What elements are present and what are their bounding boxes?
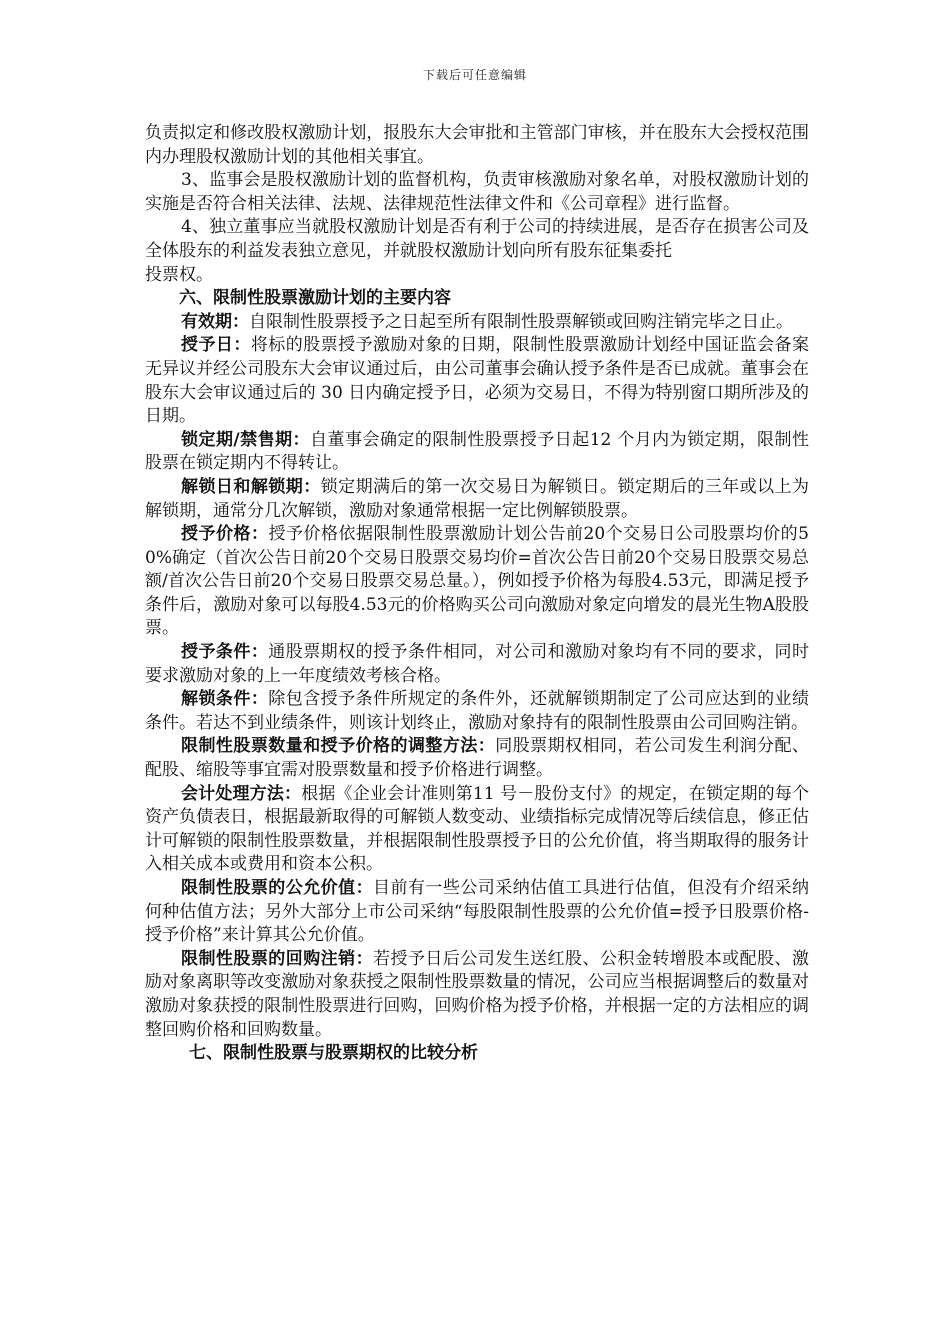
- item-text: 若授予日后公司发生送红股、公积金转增股本或配股、激励对象离职等改变激励对象获授之限制性股票数量的情况，公司应当根据调整后的数量对激励对象获授的限制性股票进行回购，回购价格为授予价格，并根据一定的方法相应的调整回购价格和回购数量。: [145, 948, 810, 1040]
- item-label: 限制性股票数量和授予价格的调整方法：: [181, 736, 496, 757]
- item-grant-date: [145, 334, 809, 428]
- item-validity-period: [145, 311, 809, 335]
- paragraph-board-duties: 负责拟定和修改股权激励计划，报股东大会审批和主管部门审核，并在股东大会授权范围内办理股权激励计划的其他相关事宜。: [145, 123, 809, 167]
- item-text: 通股票期权的授予条件相同，对公司和激励对象均有不同的要求，同时要求激励对象的上一年度绩效考核合格。: [145, 642, 810, 686]
- document-body: [145, 122, 809, 1066]
- item-label: 有效期：: [181, 311, 249, 332]
- item-grant-price: [145, 523, 809, 641]
- item-text: 自限制性股票授予之日起至所有限制性股票解锁或回购注销完毕之日止。: [249, 311, 793, 332]
- item-label: 解锁日和解锁期：: [181, 476, 321, 497]
- item-label: 授予价格：: [181, 524, 269, 545]
- item-text: 锁定期满后的第一次交易日为解锁日。锁定期后的三年或以上为解锁期，通常分几次解锁，激励对象通常根据一定比例解锁股票。: [145, 476, 810, 521]
- item-text: 自董事会确定的限制性股票授予日起12 个月内为锁定期，限制性股票在锁定期内不得转让。: [145, 429, 809, 474]
- item-text: 目前有一些公司采纳估值工具进行估值，但没有介绍采纳何种估值方法；另外大部分上市公司采纳“每股限制性股票的公允价值=授予日股票价格-授予价格”来计算其公允价值。: [145, 878, 810, 946]
- item-unlock-conditions: [145, 688, 809, 735]
- section-heading-7: 七、限制性股票与股票期权的比较分析: [189, 1043, 478, 1064]
- page-header: 下载后可任意编辑: [422, 68, 527, 82]
- item-text: 除包含授予条件所规定的条件外，还就解锁期制定了公司应达到的业绩条件。若达不到业绩条件，则该计划终止，激励对象持有的限制性股票由公司回购注销。: [145, 689, 810, 733]
- item-fair-value: [145, 877, 809, 948]
- item-text: 同股票期权相同，若公司发生利润分配、配股、缩股等事宜需对股票数量和授予价格进行调整。: [145, 736, 810, 781]
- item-grant-conditions: [145, 641, 809, 688]
- item-label: 会计处理方法：: [181, 783, 302, 804]
- section-heading-6: 六、限制性股票激励计划的主要内容: [179, 288, 451, 309]
- item-accounting-method: [145, 783, 809, 877]
- item-text: 根据《企业会计准则第11 号－股份支付》的规定，在锁定期的每个资产负债表日，根据最新取得的可解锁人数变动、业绩指标完成情况等后续信息，修正估计可解锁的限制性股票数量，并根据限制性股票授予日的公允价值，将当期取得的服务计入相关成本或费用和资本公积。: [145, 783, 810, 875]
- paragraph-voting-rights: 投票权。: [145, 264, 213, 285]
- item-label: 限制性股票的公允价值：: [181, 878, 374, 898]
- item-adjustment-method: [145, 735, 809, 782]
- item-unlock-date: [145, 476, 809, 523]
- item-label: 限制性股票的回购注销：: [181, 948, 374, 969]
- item-text: 将标的股票授予激励对象的日期，限制性股票激励计划经中国证监会备案无异议并经公司股东大会审议通过后，由公司董事会确认授予条件是否已成就。董事会在股东大会审议通过后的 30 日内确定授予日，必须为交易日，不得为特别窗口期所涉及的日期。: [145, 335, 810, 427]
- item-text: 授予价格依据限制性股票激励计划公告前20个交易日公司股票均价的50%确定（首次公告日前20个交易日股票交易均价=首次公告日前20个交易日股票交易总额/首次公告日前20个交易日股票交易总量。），例如授予价格为每股4.53元，即满足授予条件后，激励对象可以每股4.53元的价格购买公司向激励对象定向增发的晨光生物A股股票。: [145, 524, 810, 639]
- item-repurchase-cancellation: [145, 948, 809, 1042]
- paragraph-independent-directors: 4、独立董事应当就股权激励计划是否有利于公司的持续进展，是否存在损害公司及全体股东的利益发表独立意见，并就股权激励计划向所有股东征集委托: [145, 217, 809, 261]
- item-label: 锁定期/禁售期：: [181, 429, 311, 450]
- paragraph-supervisory-board: 3、监事会是股权激励计划的监督机构，负责审核激励对象名单，对股权激励计划的实施是否符合相关法律、法规、法律规范性法律文件和《公司章程》进行监督。: [145, 170, 809, 214]
- item-label: 授予条件：: [181, 642, 269, 663]
- item-label: 授予日：: [181, 335, 251, 356]
- item-lockup-period: [145, 429, 809, 476]
- item-label: 解锁条件：: [181, 689, 269, 710]
